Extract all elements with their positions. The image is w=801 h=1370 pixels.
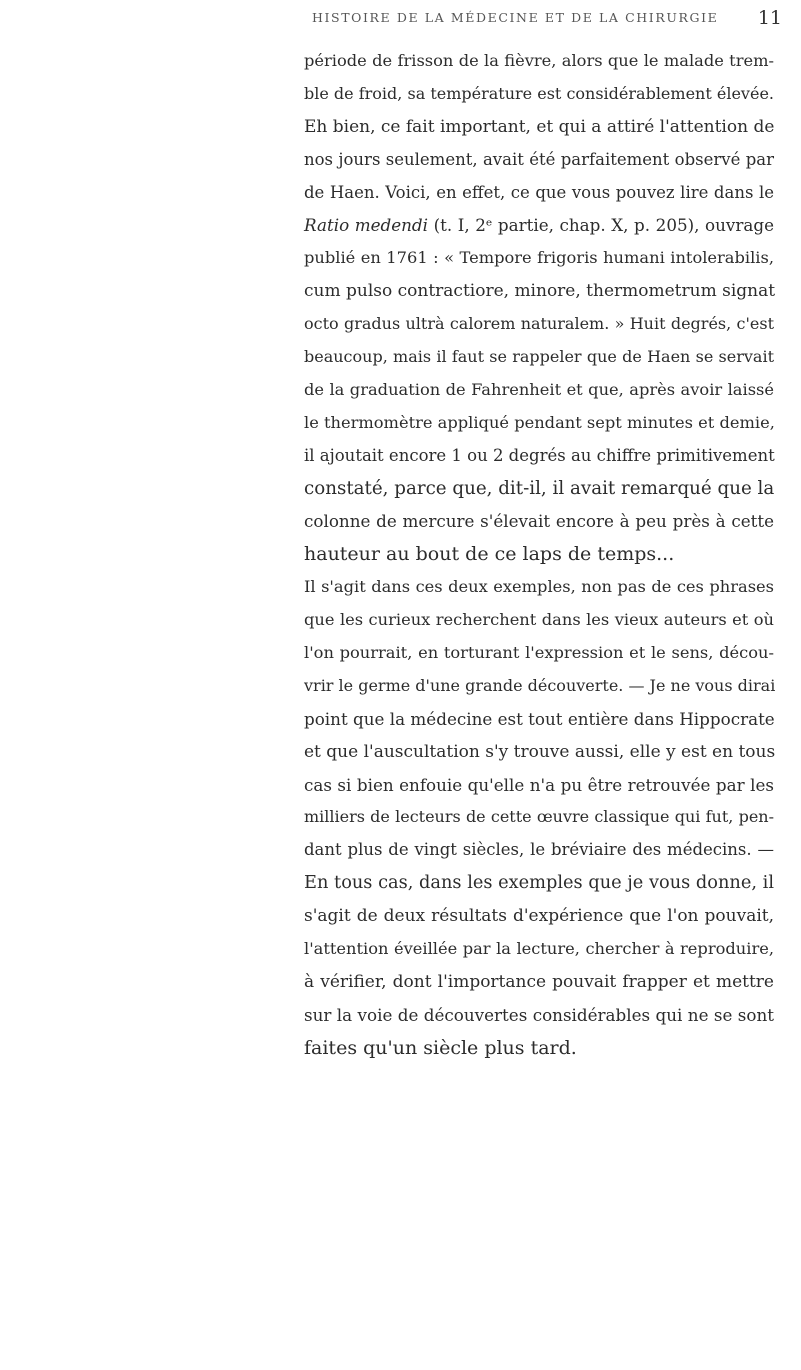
text-line: à vérifier, dont l'importance pouvait frapper et mettre: [304, 971, 774, 992]
text-line: faites qu'un siècle plus tard.: [304, 1036, 577, 1059]
text-line: octo gradus ultrà calorem naturalem. » Huit degrés, c'est: [304, 314, 774, 334]
text-line-rest: (t. I, 2ᵉ partie, chap. X, p. 205), ouvrage: [433, 215, 775, 236]
text-line: de Haen. Voici, en effet, ce que vous pouvez lire dans le: [304, 182, 774, 202]
text-line: point que la médecine est tout entière dans Hippocrate: [304, 708, 775, 729]
text-line: s'agit de deux résultats d'expérience que l'on pouvait,: [304, 906, 774, 927]
page-number: 11: [757, 7, 782, 29]
book-title-ratio-medendi: Ratio medendi: [304, 215, 429, 236]
text-line: vrir le germe d'une grande découverte. — Je ne vous dirai: [304, 675, 776, 695]
text-line-with-title: [304, 209, 774, 242]
text-line: milliers de lecteurs de cette œuvre classique qui fut, pen-: [304, 807, 774, 827]
text-line: beaucoup, mais il faut se rappeler que de Haen se servait: [304, 347, 774, 367]
text-line: sur la voie de découvertes considérables qui ne se sont: [304, 1004, 774, 1025]
text-line: et que l'auscultation s'y trouve aussi, elle y est en tous: [304, 741, 776, 762]
running-title: HISTOIRE DE LA MÉDECINE ET DE LA CHIRURGIE: [312, 10, 719, 25]
text-line: l'attention éveillée par la lecture, chercher à reproduire,: [304, 939, 774, 959]
text-line: dant plus de vingt siècles, le bréviaire des médecins. —: [304, 840, 774, 860]
text-line: Il s'agit dans ces deux exemples, non pas de ces phrases: [304, 577, 774, 597]
text-line: période de frisson de la fièvre, alors que le malade trem-: [304, 51, 774, 70]
running-head: [312, 7, 782, 31]
text-line: colonne de mercure s'élevait encore à peu près à cette: [304, 511, 774, 532]
text-line: nos jours seulement, avait été parfaitement observé par: [304, 149, 774, 169]
text-line: l'on pourrait, en torturant l'expression et le sens, décou-: [304, 643, 774, 663]
text-line: le thermomètre appliqué pendant sept minutes et demie,: [304, 412, 775, 432]
text-line: que les curieux recherchent dans les vieux auteurs et où: [304, 610, 774, 630]
text-line: cum pulso contractiore, minore, thermometrum signat: [304, 281, 776, 302]
text-line: ble de froid, sa température est considérablement élevée.: [304, 83, 774, 103]
text-line: de la graduation de Fahrenheit et que, après avoir laissé: [304, 379, 774, 399]
body-text: [304, 45, 774, 1065]
text-line: Eh bien, ce fait important, et qui a attiré l'attention de: [304, 116, 775, 137]
text-line: constaté, parce que, dit-il, il avait remarqué que la: [304, 477, 775, 499]
text-line: publié en 1761 : « Tempore frigoris humani intolerabilis,: [304, 248, 774, 268]
text-line: En tous cas, dans les exemples que je vous donne, il: [304, 873, 774, 894]
text-line: il ajoutait encore 1 ou 2 degrés au chiffre primitivement: [304, 445, 775, 465]
text-line: cas si bien enfouie qu'elle n'a pu être retrouvée par les: [304, 774, 774, 795]
text-line: hauteur au bout de ce laps de temps...: [304, 543, 675, 566]
